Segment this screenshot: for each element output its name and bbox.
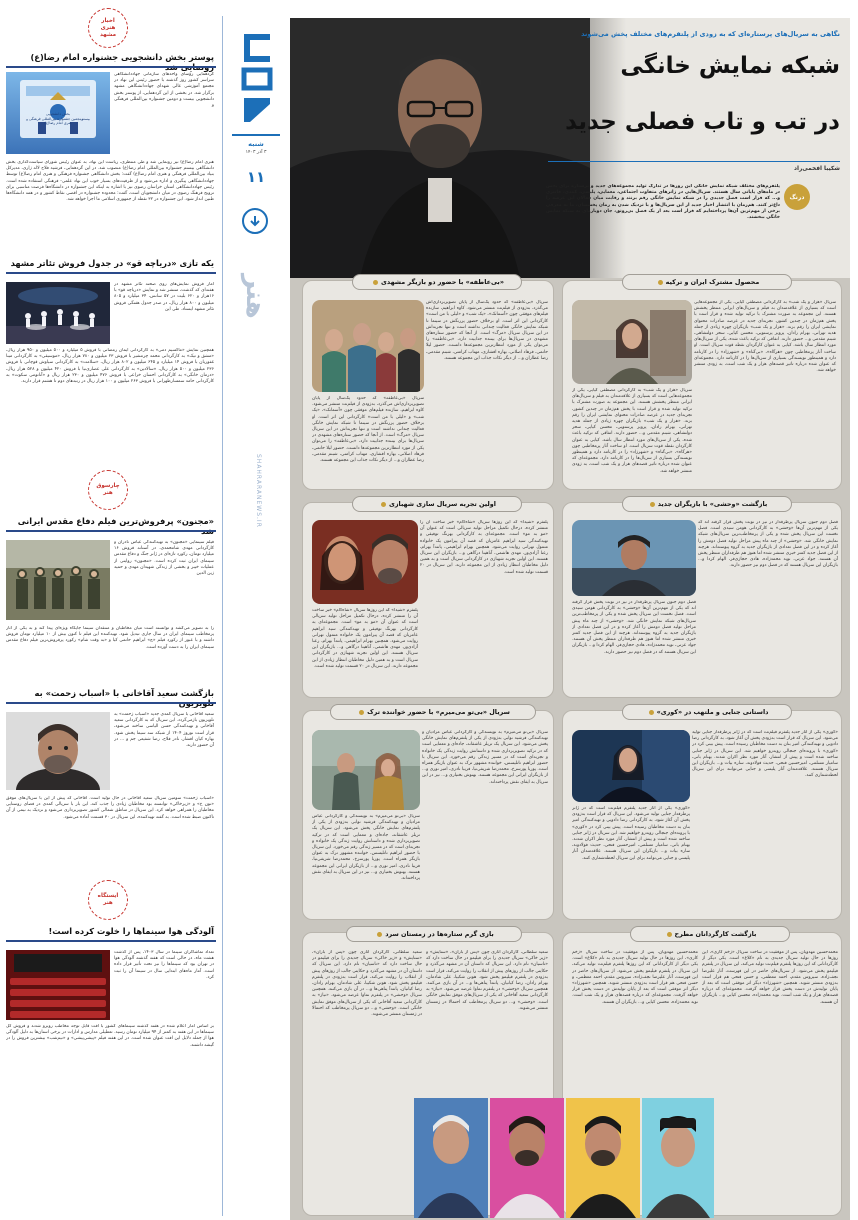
swan-lake-stage <box>6 282 110 344</box>
overline: نگاهی به سریال‌های پرستاره‌ای که به زودی از پلتفرم‌های مختلف پخش می‌شوند <box>581 30 840 38</box>
divider <box>6 66 216 68</box>
soldiers-group <box>6 540 110 620</box>
film-photo <box>6 540 110 620</box>
main-feature <box>290 18 850 1220</box>
masthead-strip <box>224 18 288 1220</box>
portrait-4 <box>642 1098 714 1218</box>
card-7-body-a: محمدحسین مهدویان، پس از موفقیت در ساخت سریال «زخم کاری»، این روزها در حال تولید سریال جدیدی به نام «کلاغ» است. یکی دیگر از کارگردانانی که این روزها پلتفرم فیلم‌نت تولید می‌کند، این سریال در پلتفرم فیلیمو پخش می‌شود. از سریال‌های حاضر در این فهرست، آثار علیرضا نجف‌زاده، سیروس مقدم، احمد معظمی، و حسن فتحی هم قرار است به‌زودی منتشر شوند. همچنین «شهرزاد» دیگر اثر موفقی است که بعد از پایان تولیدش در دست پخش قرار خواهد گرفت. مجموعه‌ای که درباره قصه‌های هزار و یک شب است. نوید محمدزاده، محسن کیایی و... بازیگران آن هستند. <box>702 950 838 1005</box>
divider <box>6 272 216 274</box>
story3-headline[interactable]: «مجنون» پرفروش‌ترین فیلم دفاع مقدس ایرانی <box>17 516 214 526</box>
card-5-photo <box>572 730 690 802</box>
headline-line1: شبکه نمایش خانگی <box>620 53 840 79</box>
divider <box>6 530 216 532</box>
card-title-text: محصول مشترک ایران و ترکیه <box>665 278 760 286</box>
portrait-3 <box>566 1098 640 1218</box>
actor-photo <box>6 712 110 790</box>
story5-body: بر اساس آمار اعلام شده در هفته گذشته سینماهای کشور با افت قابل توجه مخاطب روبرو شدند و فروش کل سینماها در این هفته به کمتر از ۹۴ میلیارد تومان رسید. تعطیلی مدارس و ادارات در برخی استان‌ها به دلیل آلودگی هوا از جمله دلایل این افت عنوان شده است. در این هفته فیلم «پیشی‌پیشی» و «نیم‌شب» بیشترین فروش را در گیشه داشتند. <box>6 1024 214 1048</box>
story5-body-side: تعداد تماشاگران سینما در سال ۱۴۰۳، پس از گذشت هشت ماه، در حالی است که هفته گذشته آلودگی هوا در تهران بود که سینماها را نیز تحت تأثیر قرار داده است. آمار ماه‌های ابتدایی سال در سینما آن را ثبت کرد. <box>114 950 214 980</box>
badge: درنگ <box>784 184 810 210</box>
card-4-title <box>352 496 522 512</box>
title-dot <box>667 932 672 937</box>
empty-cinema-seats <box>6 950 110 1020</box>
masthead-date: ۳ آذر ۱۴۰۳ <box>245 150 267 155</box>
card-title-text: سریال «بی‌تو می‌میرم» با حضور خواننده ترک <box>367 708 510 716</box>
story1-body-side: گردهمایی رؤسای واحدهای سازمانی جهاددانشگاهی سراسر کشور روز گذشته با حضور رئیس این نهاد در مجتمع آموزشی عالی شهدای جهاددانشگاهی مشهد برگزار شد. در بخشی از این گردهمایی، از پوستر بخش دانشجویی بیست و دومین جشنواره بین‌المللی فرهنگی و <box>114 72 214 109</box>
headline-rule <box>548 161 840 162</box>
cast-portraits <box>414 1098 714 1218</box>
portrait-1 <box>414 1098 488 1218</box>
cinema-photo <box>6 950 110 1020</box>
card-3-photo <box>572 520 696 596</box>
story5-headline[interactable]: آلودگی هوا سینماها را خلوت کرده است! <box>48 926 214 936</box>
title-dot <box>381 502 386 507</box>
title-dot <box>377 932 382 937</box>
seal-text: چارسوق هنر <box>96 483 120 496</box>
card-title-text: «بی‌عاطفه» با حضور دو بازیگر مشهدی <box>381 278 504 286</box>
poster-text: بخش دانشجویی بیستوپنجمین جشنواره بین‌المللی فرهنگی و هنری امام رضا(ع) <box>26 112 90 125</box>
story1-body: هنری امام رضا(ع) نیز رونمایی شد و طی منتظری، ریاست این نهاد، به عنوان رئیس شورای سیاست‌گذاری بخش دانشگاهی بیستم جشنواره بین‌المللی امام رضا(ع) منصوب شد. در این گردهمایی، فرشید فلاح لاله زاری، مدیرکل بنیاد بین‌المللی فرهنگی و هنری امام رضا(ع) گفت: بخش دانشگاهی جشنواره فرهنگی و هنری امام رضا(ع) توسط جهاددانشگاهی پیگیری و اداره می‌شود و از ظرفیت‌های بسیار خوب این نهاد علمی- فرهنگی استفاده شده است. رئیس جهاددانشگاهی استان خراسان رضوی نیز با اشاره به اینکه این جشنواره در دانشگاه‌ها فرصت مناسبی برای ترویج فرهنگ رضوی در میان دانشجویان است، گفت: محدوده جشنواره در اقصی نقاط کشور و در همه دانشگاه‌ها طنین انداز شود. این جشنواره در ۳۲ نقطه از جمهوری اسلامی ما اجرا خواهد شد. <box>6 160 214 203</box>
card-title-text: اولین تجربه سریال سازی شهبازی <box>389 500 496 508</box>
card-3-title <box>622 496 792 512</box>
card-2-title <box>352 274 522 290</box>
card-5-body-a: «کوری» یکی از آثار جدید پلتفرم فیلم‌نت است که در ژانر پرطرفدار جنایی تولید می‌شود. این سریال که قرار است به‌زودی پخش آن آغاز شود، به کارگردانی رضا دادویی و تهیه‌کنندگی امیر بنان به دست مخاطبان رسیده است. پیش بینی کرد در «کوری» با پرونده‌ای جنجالی روبه‌رو خواهیم شد. این سریال در ژانر جنایی ساخته شده است و پیش از انتشار، آثار مورد نظر اکران شدند. بهنام بانی، سامیار مسلمی، امیرحسین فتحی، حدیث فولادوند، ساره بیات و... بازیگران این سریال هستند. علاقه‌مندان آثار پلیسی و جنایی می‌توانند برای این سریال لحظه‌شماری کنند. <box>692 730 838 779</box>
section-seal-top <box>88 8 128 48</box>
saeed-aghakhani-portrait <box>6 712 110 790</box>
story4-body-side: سعید آقاخانی با سریال کمدی جدید «اسباب زحمت» به تلویزیون بازمی‌گردد. این سریال که به کارگردانی سعید آقاخانی و تهیه‌کنندگی حسن الیاسی ساخته می‌شود، قرار است نوروز ۱۴۰۴ از شبکه سه سیما پخش شود. بهاره کیان افشار، نادر فلاح، رضا شفیعی جم و ... در آن حضور دارند. <box>114 712 214 749</box>
story2-headline[interactable]: یکه تازی «دریاچه قو» در جدول فروش تئاتر مشهد <box>10 258 214 268</box>
card-2-body-b: سریال «بی‌عاطفه» که حدود یک‌سال از پایان تصویربرداری‌اش می‌گذرد، به‌زودی از فیلم‌نت منتشر می‌شود. کاوه ابراهیم، سازنده فیلم‌های موفقی چون «آسمانک»، «یک شب» و «لیلی با من است» کارگردانی این اثر است. او برخلاف حضور پررنگش در سینما تا شبکه نمایش خانگی فعالیت چندانی نداشته است و تنها تجربه‌اش در این سریال سریال «مرگ» است. از آنجا که حضور ستاره‌های مشهدی در سریال‌ها برای بیننده جذابیت دارد، «بی‌عاطفه» را می‌توان یکی از مورد انتظارترین مجموعه‌ها دانست. حضور لیلا حاتمی، فرهاد اصلانی، بهاره افشاری، مهتاب کرامتی، شبنم مقدمی، رضا عطاران و... از دیگر نکات جذاب این مجموعه هستند. <box>312 396 424 464</box>
card-5-body-b: «کوری» یکی از آثار جدید پلتفرم فیلم‌نت است که در ژانر پرطرفدار جنایی تولید می‌شود. این سریال که قرار است به‌زودی پخش آن آغاز شود، به کارگردانی رضا دادویی و تهیه‌کنندگی امیر بنان به دست مخاطبان رسیده است. پیش بینی کرد در «کوری» با پرونده‌ای جنجالی روبه‌رو خواهیم شد. این سریال در ژانر جنایی ساخته شده است و پیش از انتشار، آثار مورد نظر اکران شدند. بهنام بانی، سامیار مسلمی، امیرحسین فتحی، حدیث فولادوند، ساره بیات و... بازیگران این سریال هستند. علاقه‌مندان آثار پلیسی و جنایی می‌توانند برای این سریال لحظه‌شماری کنند. <box>572 806 690 861</box>
title-dot <box>650 502 655 507</box>
card-title-text: داستانی جنایی و ملتهب در «کوری» <box>656 708 769 716</box>
poster-image <box>6 72 110 154</box>
card-1-body-a: سریال «هزار و یک شب» به کارگردانی مصطفی کیایی، یکی از مجموعه‌هایی است که بسیاری از علاقه‌مندان به فیلم و سریال‌های ایرانی منتظر پخشش هستند. این مجموعه به صورت مشترک با ترکیه تولید شده و قرار است با پخش هم‌زمان در چندین کشور، تجربه‌ای جدید در عرصه صادرات محتوای نمایشی ایران را رقم بزند. «هزار و یک شب» بازیگران چهره زیادی از جمله هدیه تهرانی، بهرام رادان، پرویز پرستویی، محسن کیایی، سحر دولتشاهی، شبنم مقدمی و... حضور دارند. اتفاقی که ترکیه باعث شده، یکی از سریال‌های مورد انتظار سال باشد. کیایی به عنوان کارگردان نقطه قوت سریال است. او ساخت آثار پرمخاطبی چون «هرگاه»، «بی‌گناه» و «شهرزاد» را در کارنامه دارد و همینطور نویسندگی بسیاری از سریال‌ها را در کارنامه دارد. مجموعه‌ای که عنوان شده درباره تاثیر قصه‌های هزار و یک شب است، به زودی منتشر خواهد شد. <box>694 300 836 374</box>
arrow-down-icon <box>248 214 262 228</box>
card-1-title <box>622 274 792 290</box>
card-2-photo <box>312 300 424 392</box>
scroll-down-icon[interactable] <box>242 208 268 234</box>
card-1-photo <box>572 300 692 384</box>
story4-headline[interactable]: بازگشت سعید آقاخانی با «اسباب زحمت» به <box>34 688 214 698</box>
headline-line2: در تب و تاب فصلی جدید <box>565 109 840 135</box>
title-dot <box>359 710 364 715</box>
story3-body: را به تصویر می‌کشد و توانسته است میان مخاطبان و منتقدان سینما جایگاه ویژه‌ای پیدا کند و به یکی از آثار پرمخاطب سینمای ایران در سال جاری تبدیل شود. تهیه‌کننده این فیلم تا کنون بیش از ۱۰ میلیارد تومان فروش داشته و با عبور از رکورد فیلم «چ» ابراهیم حاتمی کیا و «به وقت شام» رکورد پرفروش‌ترین فیلم دفاع مقدس سینمای ایران را به دست آورده است. <box>6 626 214 650</box>
card-1-body-b: سریال «هزار و یک شب» به کارگردانی مصطفی کیایی، یکی از مجموعه‌هایی است که بسیاری از علاقه‌مندان به فیلم و سریال‌های ایرانی منتظر پخشش هستند. این مجموعه به صورت مشترک با ترکیه تولید شده و قرار است با پخش هم‌زمان در چندین کشور، تجربه‌ای جدید در عرصه صادرات محتوای نمایشی ایران را رقم بزند. «هزار و یک شب» بازیگران چهره زیادی از جمله هدیه تهرانی، بهرام رادان، پرویز پرستویی، محسن کیایی، سحر دولتشاهی، شبنم مقدمی و... حضور دارند. اتفاقی که ترکیه باعث شده، یکی از سریال‌های مورد انتظار سال باشد. کیایی به عنوان کارگردان نقطه قوت سریال است. او ساخت آثار پرمخاطبی چون «هرگاه»، «بی‌گناه» و «شهرزاد» را در کارنامه دارد و همینطور نویسندگی بسیاری از سریال‌ها را در کارنامه دارد. مجموعه‌ای که عنوان شده درباره تاثیر قصه‌های هزار و یک شب است، به زودی منتشر خواهد شد. <box>572 388 692 474</box>
title-dot <box>373 280 378 285</box>
title-dot <box>658 280 663 285</box>
card-6-photo <box>312 730 420 810</box>
section-title-art: هنر <box>240 273 270 319</box>
story3-body-side: فیلم سینمایی «مجنون» به تهیه‌کنندگی عباس نادران و کارگردانی مهدی شامحمدی، در آستانه فروش ۱۶ میلیارد تومان، رکورد تازه‌ای در ژانر جنگ و دفاع مقدس سینمای ایران ثبت کرده است. «مجنون» روایتی از عملیات خیبر و بخشی از زندگی شهیدان مهدی و حمید زین الدین <box>114 540 214 577</box>
card-6-title <box>330 704 536 720</box>
card-3-body-a: فصل دوم جنون سریال پرطرفدار در نیز در نوبت پخش قرار گرفته اند که یکی از مهم‌ترین آن‌ها «وحشی» به کارگردانی هومن سیدی است. فصل نخست این سریال پخش شده و یکی از پرمخاطب‌ترین سریال‌های شبکه نمایش خانگی شد. «وحشی» از چند ماه پیش مراحل تولید فصل دومش را آغاز کرده و در این فصل تعدادی از بازیگران جدید به گروه پیوسته‌اند. هرچند از این فصل جدید کمتر خبری منتشر شده اما هنوز هم طرفداران منتظر پخش آن هستند. جواد عزتی، نوید محمدزاده، هادی حجازی‌فر، الهام کردا و... بازیگران این سریال هستند که در فصل دوم نیز حضور دارند. <box>698 520 838 569</box>
column-divider <box>222 16 223 1216</box>
page-number: ۱۱ <box>246 168 266 186</box>
story2-body-side: آمار فروش نمایش‌های روی صحنه تئاتر مشهد در هفته‌ای که گذشت، منتشر شد و نمایش «دریاچه قو» با ۱۶هزار و ۶۲۰ بلیت در ۵۷ سانس، ۳۴ میلیارد و ۸۰۵ میلیون و ۸۰۰ هزار ریال، در صدر جدول هفتگی فروش تئاتر مشهد ایستاد. طی این <box>114 282 214 312</box>
seal-text: ایستگاه هنر <box>97 893 119 906</box>
story4-body: «اسباب زحمت» سومین سریال سعید آقاخانی در حال تولید است. آقاخانی که پیش از این با سریال‌های موفق «نون خ» و «زیرخاکی» توانسته بود مخاطبان زیادی را جذب کند، این بار با سریالی کمدی در فضای روستایی مخاطبان را همراهی خواهد کرد. این سریال در مناطق شمالی کشور تصویربرداری می‌شود و نزدیک به نیمی از آن تاکنون ضبط شده است. به گفته تهیه‌کننده، این سریال در ۳۰ قسمت آماده می‌شود. <box>6 796 214 820</box>
card-title-text: بازی گرم ستاره‌ها در زمستان سرد <box>385 930 494 938</box>
title-dot <box>649 710 654 715</box>
section-seal-mid <box>88 470 128 510</box>
story1-headline[interactable]: پوستر بخش دانشجویی جشنواره امام رضا(ع) <box>30 52 214 62</box>
card-4-body-a: پلتفرم «شیدا» که این روزها سریال «شاه‌گام» خبر ساخت آن را منتشر کرده، درحال تکمیل مراحل تولید سریالی است که عنوان آن «مو به مو» است. مجموعه‌ای به کارگردانی بهرنگ توفیقی و تهیه‌کنندگی سید ابراهیم عامریان که قصه آن پیرامون یک خانواده متمول تهرانی روایت می‌شود. همچنین بهرام ابراهیمی، پانته‌آ بهرام، رعنا آزادی‌ور، مهدی هاشمی، آناهیتا درگاهی و... بازیگران این سریال هستند. این اولین تجربه شهبازی در کارگردانی سریال است و به همین دلیل مخاطبان انتظار زیادی از این مجموعه دارند. این سریال در ۲۰ قسمت تولید شده است. <box>420 520 548 575</box>
lead-paragraph: پلتفرم‌های مختلف شبکه نمایش خانگی این روزها در تدارک تولید مجموعه‌های جدید و پرستاره برای پخش در ماه‌های پایانی سال هستند. سریال‌هایی در ژانرهای متفاوت اجتماعی، معمایی، پلیسی، کمدی، فانتزی و... که قرار است فصل جدیدی را در شبکه نمایش خانگی رقم بزنند و رقابت میان فعالان این عرصه را داغ‌تر کنند. هم‌زمان با انتشار اخبار جدید از این سریال‌ها و با نزدیک شدن به زمان پخششان، ما به معرفی برخی از مهم‌ترین آن‌ها پرداخته‌ایم که قرار است بعد از یک فصل بی‌رونق، جان دوباره‌ای به شبکه نمایش خانگی ببخشند. <box>546 184 780 221</box>
card-8-body-b: سعید سلطانی، کارگردان آثاری چون «پس از باران»، «ستایش» و «زیر خاکی» سریال جدیدی را برای فیلیمو در حال ساخت دارد که «تاسیان» نام دارد. این سریال که داستان آن در مشهد می‌گذرد و حکایتی جالب از روزهای پیش از انقلاب را روایت می‌کند، قرار است به‌زودی در پلتفرم فیلیمو پخش شود. هوتن شکیبا، علی شادمان، بهرام رادان، رضا کیانیان، پانته‌آ پناهی‌ها و... در آن بازی می‌کنند. همچنین سریال «وحشی» در پلتفرم نماوا عرضه می‌شود. «نیاز» به کارگردانی سعید آقاخانی که یکی از سریال‌های موفق نمایش خانگی است. «وحشی» و... دو سریال پرمخاطب که احتمالا در زمستان منتشر می‌شوند. <box>312 950 422 1018</box>
card-2-body-a: سریال «بی‌عاطفه» که حدود یک‌سال از پایان تصویربرداری‌اش می‌گذرد، به‌زودی از فیلم‌نت منتشر می‌شود. کاوه ابراهیم، سازنده فیلم‌های موفقی چون «آسمانک»، «یک شب» و «لیلی با من است» کارگردانی این اثر است. او برخلاف حضور پررنگش در سینما تا شبکه نمایش خانگی فعالیت چندانی نداشته است و تنها تجربه‌اش در این سریال سریال «مرگ» است. از آنجا که حضور ستاره‌های مشهدی در سریال‌ها برای بیننده جذابیت دارد، «بی‌عاطفه» را می‌توان یکی از مورد انتظارترین مجموعه‌ها دانست. حضور لیلا حاتمی، فرهاد اصلانی، بهاره افشاری، مهتاب کرامتی، شبنم مقدمی، رضا عطاران و... از دیگر نکات جذاب این مجموعه هستند. <box>426 300 548 361</box>
seal-text: اخبار هنری مشهد <box>99 17 117 38</box>
card-7-title <box>630 926 790 942</box>
card-8-title <box>346 926 522 942</box>
divider <box>6 940 216 942</box>
card-8-body-a: سعید سلطانی، کارگردان آثاری چون «پس از باران»، «ستایش» و «زیر خاکی» سریال جدیدی را برای فیلیمو در حال ساخت دارد که «تاسیان» نام دارد. این سریال که داستان آن در مشهد می‌گذرد و حکایتی جالب از روزهای پیش از انقلاب را روایت می‌کند، قرار است به‌زودی در پلتفرم فیلیمو پخش شود. هوتن شکیبا، علی شادمان، بهرام رادان، رضا کیانیان، پانته‌آ پناهی‌ها و... در آن بازی می‌کنند. همچنین سریال «وحشی» در پلتفرم نماوا عرضه می‌شود. «نیاز» به کارگردانی سعید آقاخانی که یکی از سریال‌های موفق نمایش خانگی است. «وحشی» و... دو سریال پرمخاطب که احتمالا در زمستان منتشر می‌شوند. <box>426 950 548 1011</box>
card-5-title <box>622 704 792 720</box>
stage-photo <box>6 282 110 344</box>
portrait-2 <box>490 1098 564 1218</box>
story2-body: همچنین نمایش «ماکسیم دمی» به کارگردانی ایمان رمضانی با فروش ۵ میلیارد و ۵۰۰ میلیون و ۹۵۰ هزار ریال، «مشق و تیک» به کارگردانی محمد چرمشیر با فروش ۲۳ میلیون و ۷۸۰ هزار ریال، «موسیقی» به کارگردانی مینا غفوریان با فروش ۱۴ میلیارد و ۶۴۵ میلیون و ۸۰۲ هزار ریال، «سلامت» به کارگردانی سیاوش قوچانی با فروش ۲۳۶ میلیون و ۵۰۰ هزار ریال، «سالادین» به کارگردانی علی عصاری‌نیا با فروش ۴۲۰ میلیون و ۵۲۸ هزار ریال، «درمان خانگی» به کارگردانی احسان خزاعی با فروش ۴۷۶ میلیون و ۲۳۰ هزار ریال و «آناتومی سکوت» به کارگردانی حامد سمسارطهرانی با فروش ۲۶۳ میلیون و ۱۰۰ هزار ریال در رتبه‌های دوم تا هشتم قرار دارند. <box>6 348 214 385</box>
card-4-photo <box>312 520 418 604</box>
card-6-body-a: سریال «بی‌تو می‌میرم» به نویسندگی و کارگردانی عباس مرادیان و تهیه‌کنندگی فرشید نوابی به‌زودی از یکی از پلتفرم‌های نمایش خانگی پخش می‌شود. این سریال یک تریلر عاشقانه، جاده‌ای و معمایی است که در ترکیه تصویربرداری شده و داستانش روایت زندگی یک خانواده و تجربه‌ای است که در مسیر زندگی رقم می‌خورد. این سریال با حضور ابراهیم تاتلیسس، خواننده مشهور ترک به عنوان بازیگر همراه است. پوریا پورسرخ، محمدرضا شریفی‌نیا، فریبا نادری، امیر نوری و... از بازیگران ایرانی این مجموعه هستند. بهنوش بختیاری و... نیز در این سریال به ایفای نقش پرداخته‌اند. <box>422 730 548 785</box>
masthead-day: شنبه <box>248 140 264 148</box>
masthead-rule <box>232 134 280 136</box>
hero-portrait <box>290 18 590 278</box>
section-seal-bottom <box>88 880 128 920</box>
card-3-body-b: فصل دوم جنون سریال پرطرفدار در نیز در نوبت پخش قرار گرفته اند که یکی از مهم‌ترین آن‌ها «وحشی» به کارگردانی هومن سیدی است. فصل نخست این سریال پخش شده و یکی از پرمخاطب‌ترین سریال‌های شبکه نمایش خانگی شد. «وحشی» از چند ماه پیش مراحل تولید فصل دومش را آغاز کرده و در این فصل تعدادی از بازیگران جدید به گروه پیوسته‌اند. هرچند از این فصل جدید کمتر خبری منتشر شده اما هنوز هم طرفداران منتظر پخش آن هستند. جواد عزتی، نوید محمدزاده، هادی حجازی‌فر، الهام کردا و... بازیگران این سریال هستند که در فصل دوم نیز حضور دارند. <box>572 600 696 655</box>
card-title-text: بازگشت کارگردانان مطرح <box>674 930 757 938</box>
card-6-body-b: سریال «بی‌تو می‌میرم» به نویسندگی و کارگردانی عباس مرادیان و تهیه‌کنندگی فرشید نوابی به‌زودی از یکی از پلتفرم‌های نمایش خانگی پخش می‌شود. این سریال یک تریلر عاشقانه، جاده‌ای و معمایی است که در ترکیه تصویربرداری شده و داستانش روایت زندگی یک خانواده و تجربه‌ای است که در مسیر زندگی رقم می‌خورد. این سریال با حضور ابراهیم تاتلیسس، خواننده مشهور ترک به عنوان بازیگر همراه است. پوریا پورسرخ، محمدرضا شریفی‌نیا، فریبا نادری، امیر نوری و... از بازیگران ایرانی این مجموعه هستند. بهنوش بختیاری و... نیز در این سریال به ایفای نقش پرداخته‌اند. <box>312 814 420 882</box>
card-title-text: بازگشت «وحشی» با بازیگران جدید <box>657 500 768 508</box>
divider <box>6 702 216 704</box>
byline: شکیبا افخمی‌راد <box>793 166 840 172</box>
card-7-body-b: محمدحسین مهدویان، پس از موفقیت در ساخت سریال «زخم کاری»، این روزها در حال تولید سریال جدیدی به نام «کلاغ» است. یکی دیگر از کارگردانانی که این روزها پلتفرم فیلم‌نت تولید می‌کند، این سریال در پلتفرم فیلیمو پخش می‌شود. از سریال‌های حاضر در این فهرست، آثار علیرضا نجف‌زاده، سیروس مقدم، احمد معظمی، و حسن فتحی هم قرار است به‌زودی منتشر شوند. همچنین «شهرزاد» دیگر اثر موفقی است که بعد از پایان تولیدش در دست پخش قرار خواهد گرفت. مجموعه‌ای که درباره قصه‌های هزار و یک شب است. نوید محمدزاده، محسن کیایی و... بازیگران آن هستند. <box>572 950 698 1005</box>
left-news-column <box>0 0 222 1220</box>
card-4-body-b: پلتفرم «شیدا» که این روزها سریال «شاه‌گام» خبر ساخت آن را منتشر کرده، درحال تکمیل مراحل تولید سریالی است که عنوان آن «مو به مو» است. مجموعه‌ای به کارگردانی بهرنگ توفیقی و تهیه‌کنندگی سید ابراهیم عامریان که قصه آن پیرامون یک خانواده متمول تهرانی روایت می‌شود. همچنین بهرام ابراهیمی، پانته‌آ بهرام، رعنا آزادی‌ور، مهدی هاشمی، آناهیتا درگاهی و... بازیگران این سریال هستند. این اولین تجربه شهبازی در کارگردانی سریال است و به همین دلیل مخاطبان انتظار زیادی از این مجموعه دارند. این سریال در ۲۰ قسمت تولید شده است. <box>312 608 418 669</box>
site-url[interactable]: SHAHRARANEWS.IR <box>255 454 262 528</box>
